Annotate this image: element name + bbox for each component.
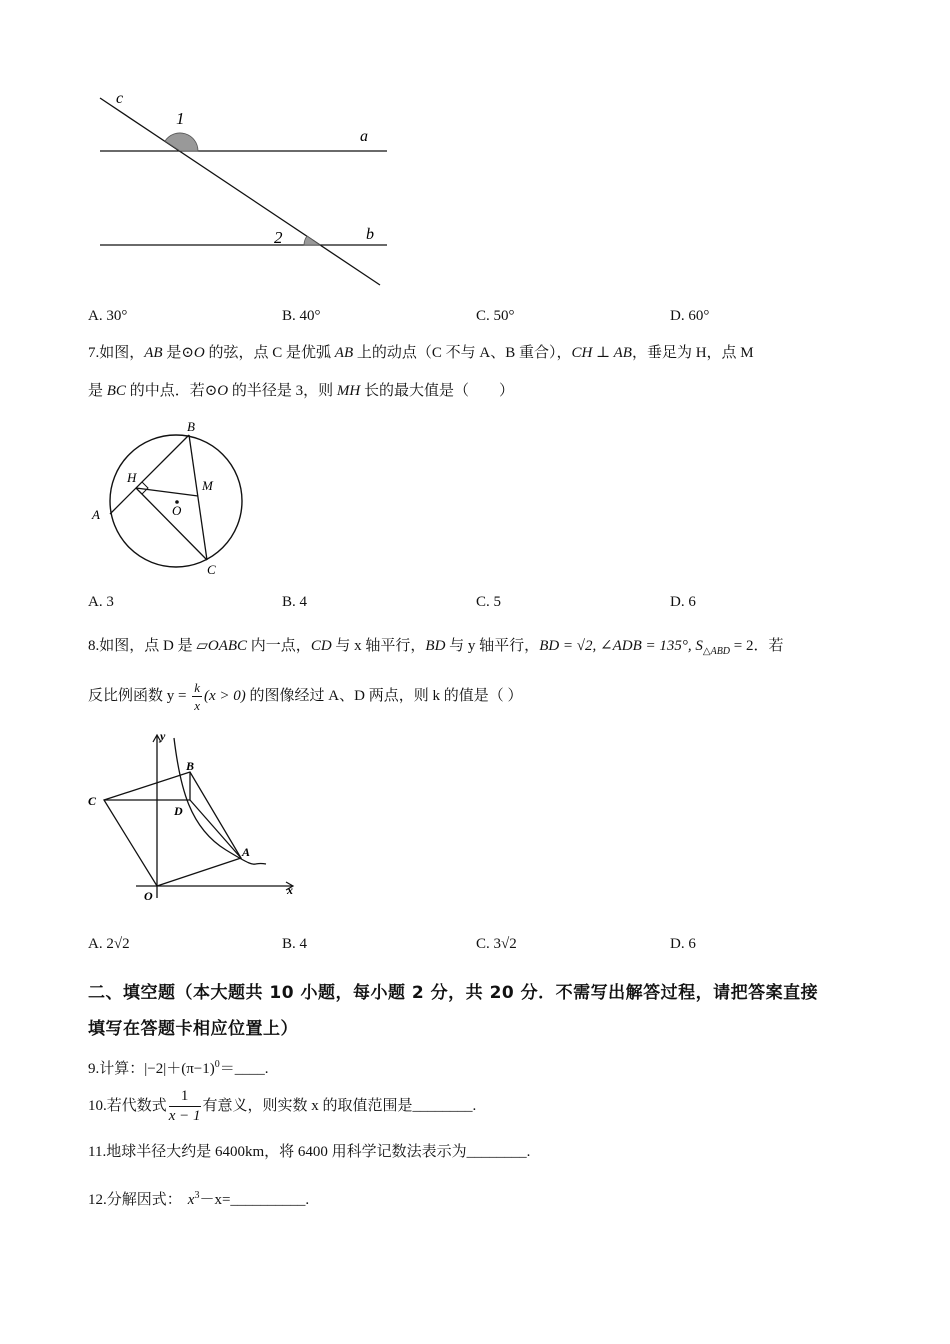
q8-frac-den: x — [194, 698, 200, 714]
angle-1-mark — [165, 133, 198, 151]
q8-mid: 内一点， — [247, 638, 311, 654]
q7-ab2: AB — [334, 345, 354, 361]
segment-hm — [136, 488, 198, 496]
q8-cond: BD = √2, ∠ADB = 135°, S — [539, 638, 703, 654]
q7-l2-rest: 的半径是 3，则 — [228, 383, 337, 399]
q8-cd: CD — [310, 638, 332, 654]
q9-text: 9.计算：|−2|＋(π−1) — [88, 1061, 215, 1077]
label-B8: B — [186, 759, 195, 773]
q7-ch: CH ⊥ AB — [571, 345, 632, 361]
q8-domain: (x > 0) — [204, 688, 246, 704]
q8-l2-prefix: 反比例函数 y = — [88, 688, 191, 704]
q12-sup: 3 — [194, 1190, 200, 1201]
q7-bc: BC — [106, 383, 126, 399]
q7-l2-end: 长的最大值是（ ） — [360, 383, 514, 399]
q10-frac-den: x − 1 — [168, 1108, 201, 1125]
q12-rest: －x=__________. — [199, 1192, 310, 1208]
q6-option-c: C. 50° — [476, 308, 515, 324]
q8-l2-end: 的图像经过 A、D 两点，则 k 的值是（ ） — [245, 688, 523, 704]
label-y: y — [160, 729, 166, 743]
hyperbola-curve — [174, 738, 266, 864]
q8-end: = 2．若 — [730, 638, 784, 654]
label-D8: D — [174, 804, 183, 818]
figure-circle — [86, 418, 256, 578]
q7-mid: 的弦，点 C 是优弧 — [204, 345, 335, 361]
q7-option-a: A. 3 — [88, 594, 114, 610]
label-H: H — [127, 470, 137, 485]
label-O: O — [172, 503, 182, 518]
q6-option-b: B. 40° — [282, 308, 321, 324]
figure-coordinate — [84, 728, 304, 908]
label-A: A — [92, 507, 100, 522]
q7-prefix: 7.如图， — [88, 345, 145, 361]
q8-option-b: B. 4 — [282, 936, 308, 952]
q7-is: 是⊙ — [162, 345, 194, 361]
q10-frac-num: 1 — [169, 1087, 201, 1107]
right-angle-mark — [142, 482, 148, 494]
label-M: M — [202, 478, 213, 493]
q7-mh: MH — [336, 383, 361, 399]
section-heading-line1: 二、填空题（本大题共 10 小题，每小题 2 分，共 20 分．不需写出解答过程，请把答案直接 — [88, 983, 819, 1003]
q8-mid3: 与 y 轴平行， — [445, 638, 540, 654]
q10 — [88, 1086, 476, 1126]
q12 — [88, 1186, 309, 1210]
label-1: 1 — [176, 109, 185, 128]
q12-prefix: 12.分解因式： — [88, 1192, 182, 1208]
label-O8: O — [144, 889, 153, 903]
q7-ab: AB — [144, 345, 163, 361]
q10-prefix: 10.若代数式 — [88, 1098, 167, 1114]
label-c: c — [116, 90, 124, 107]
q9 — [88, 1055, 269, 1079]
q7-option-d: D. 6 — [670, 594, 696, 610]
q7-line2 — [88, 381, 514, 401]
q8-sub: △ABD — [702, 646, 731, 657]
segment-da — [190, 800, 241, 858]
q9-sup: 0 — [214, 1059, 220, 1070]
line-c — [100, 98, 380, 285]
q8-option-d: D. 6 — [670, 936, 696, 952]
label-C8: C — [88, 794, 97, 808]
q8-prefix: 8.如图，点 D 是 — [88, 638, 197, 654]
q8-option-a: A. 2√2 — [88, 936, 130, 952]
q8-fraction — [192, 679, 202, 714]
label-x: x — [287, 883, 293, 897]
q7-o2: O — [217, 383, 229, 399]
label-B: B — [187, 419, 195, 434]
q6-option-a: A. 30° — [88, 308, 128, 324]
figure-parallel-lines — [90, 88, 400, 293]
q8-bd: BD — [425, 638, 446, 654]
q8-mid2: 与 x 轴平行， — [331, 638, 426, 654]
q8-option-c: C. 3√2 — [476, 936, 517, 952]
q6-option-d: D. 60° — [670, 308, 710, 324]
label-C: C — [207, 562, 216, 577]
parallelogram-oabc — [104, 772, 241, 886]
q8-line1 — [88, 636, 784, 662]
q7-l2-mid: 的中点．若⊙ — [125, 383, 218, 399]
q11: 11.地球半径大约是 6400km，将 6400 用科学记数法表示为________. — [88, 1144, 531, 1160]
q9-end: ＝____. — [219, 1061, 269, 1077]
q7-line1 — [88, 343, 754, 363]
q8-parallelogram: ▱OABC — [196, 638, 248, 654]
q10-rest: 有意义，则实数 x 的取值范围是________. — [202, 1098, 477, 1114]
angle-2-mark — [304, 236, 320, 245]
label-A8: A — [242, 845, 251, 859]
label-a: a — [360, 128, 368, 145]
q12-x: x — [187, 1192, 195, 1208]
q7-rest: 上的动点（C 不与 A、B 重合）， — [353, 345, 572, 361]
q7-l2-is: 是 — [88, 383, 107, 399]
q7-option-b: B. 4 — [282, 594, 308, 610]
q8-line2 — [88, 678, 522, 714]
segment-ch — [136, 488, 207, 560]
q10-fraction — [169, 1087, 201, 1126]
q7-end: ，垂足为 H，点 M — [631, 345, 754, 361]
q8-frac-num: k — [194, 680, 200, 696]
label-b: b — [366, 226, 374, 243]
section-heading-line2: 填写在答题卡相应位置上） — [88, 1019, 298, 1039]
segment-bc — [189, 435, 207, 560]
label-2: 2 — [274, 228, 283, 247]
q7-o: O — [193, 345, 205, 361]
q7-option-c: C. 5 — [476, 594, 502, 610]
